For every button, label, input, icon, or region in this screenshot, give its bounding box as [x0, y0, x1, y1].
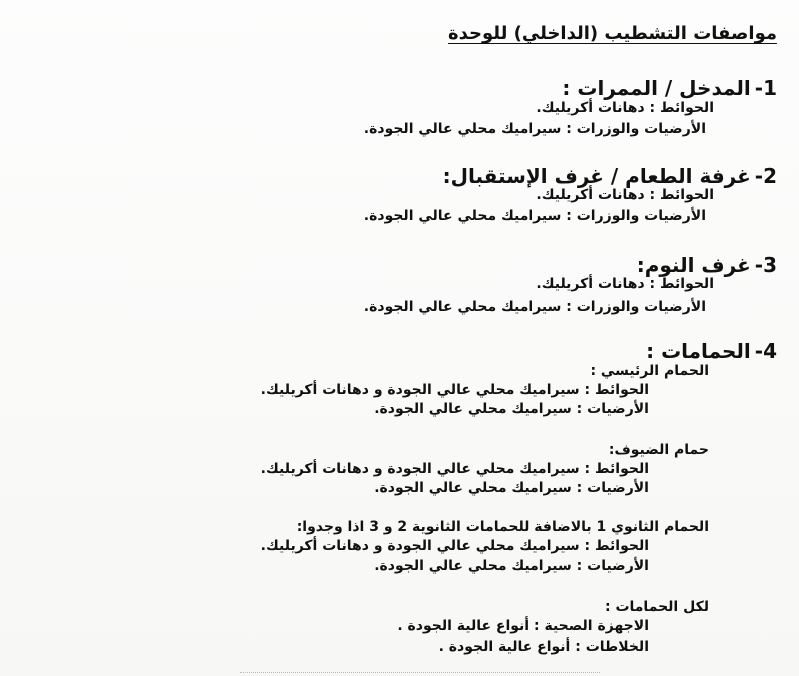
section-3-floors: الأرضيات والوزرات : سيراميك محلي عالي الجودة. — [363, 299, 706, 315]
secondary-bathrooms-heading: الحمام الثانوي 1 بالاضافة للحمامات الثانوية 2 و 3 اذا وجدوا: — [296, 519, 709, 535]
secondary-bathrooms-walls: الحوائط : سيراميك محلي عالي الجودة و دهانات أكريليك. — [260, 538, 649, 554]
section-number: 1- — [754, 76, 777, 100]
main-bathroom-walls: الحوائط : سيراميك محلي عالي الجودة و دهانات أكريليك. — [260, 382, 649, 398]
scan-edge-trace — [240, 672, 600, 676]
section-title: غرف النوم: — [636, 253, 751, 277]
section-2-floors: الأرضيات والوزرات : سيراميك محلي عالي الجودة. — [363, 208, 706, 224]
section-2-heading — [443, 164, 777, 188]
section-1-walls: الحوائط : دهانات أكريليك. — [536, 100, 714, 116]
section-2-walls: الحوائط : دهانات أكريليك. — [536, 187, 714, 203]
section-title: الحمامات : — [646, 339, 751, 363]
section-3-walls: الحوائط : دهانات أكريليك. — [536, 276, 714, 292]
section-title: غرفة الطعام / غرف الإستقبال: — [442, 164, 751, 188]
section-number: 4- — [754, 339, 777, 363]
section-3-heading — [637, 253, 777, 277]
all-bathrooms-mixers: الخلاطات : أنواع عالية الجودة . — [438, 639, 649, 655]
section-1-heading — [562, 76, 777, 100]
section-number: 3- — [754, 253, 777, 277]
guest-bathroom-walls: الحوائط : سيراميك محلي عالي الجودة و دهانات أكريليك. — [260, 461, 649, 477]
section-4-heading — [646, 339, 777, 363]
section-number: 2- — [754, 164, 777, 188]
section-1-floors: الأرضيات والوزرات : سيراميك محلي عالي الجودة. — [363, 121, 706, 137]
all-bathrooms-heading: لكل الحمامات : — [604, 599, 709, 615]
all-bathrooms-fixtures: الاجهزة الصحية : أنواع عالية الجودة . — [397, 618, 649, 634]
main-bathroom-heading: الحمام الرئيسي : — [590, 363, 709, 379]
guest-bathroom-heading: حمام الضيوف: — [608, 442, 709, 458]
guest-bathroom-floors: الأرضيات : سيراميك محلي عالي الجودة. — [374, 480, 649, 496]
secondary-bathrooms-floors: الأرضيات : سيراميك محلي عالي الجودة. — [374, 558, 649, 574]
document-title: مواصفات التشطيب (الداخلي) للوحدة — [448, 23, 777, 44]
section-title: المدخل / الممرات : — [562, 76, 751, 100]
main-bathroom-floors: الأرضيات : سيراميك محلي عالي الجودة. — [374, 401, 649, 417]
